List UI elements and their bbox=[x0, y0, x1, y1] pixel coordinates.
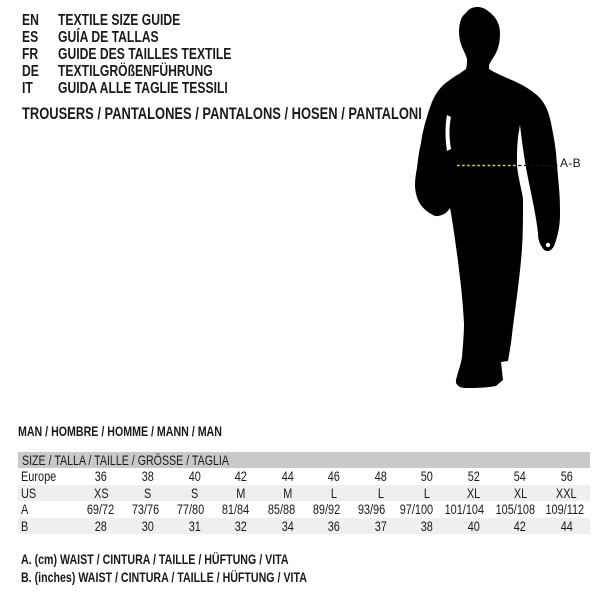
table-cell: L bbox=[377, 484, 384, 501]
table-cell: XS bbox=[93, 484, 109, 501]
table-cell: S bbox=[144, 484, 152, 501]
table-cell: 31 bbox=[188, 517, 201, 534]
table-cell: 97/100 bbox=[399, 501, 434, 518]
section-title: MAN / HOMBRE / HOMME / MANN / MAN bbox=[18, 423, 222, 439]
table-row-europe bbox=[18, 468, 590, 485]
man-silhouette-body bbox=[415, 7, 560, 388]
table-cell: 48 bbox=[374, 468, 387, 485]
table-cell: 77/80 bbox=[177, 501, 205, 518]
table-cell: XXL bbox=[556, 484, 578, 501]
language-row bbox=[22, 12, 286, 29]
table-cell: 69/72 bbox=[86, 501, 115, 518]
table-cell: 46 bbox=[327, 468, 341, 485]
measurement-notes bbox=[21, 551, 397, 586]
language-row bbox=[22, 80, 286, 97]
language-label: GUIDE DES TAILLES TEXTILE bbox=[58, 46, 232, 63]
table-cell: 105/108 bbox=[495, 501, 535, 518]
table-cell: 52 bbox=[467, 468, 480, 485]
table-cell: 42 bbox=[514, 517, 527, 534]
language-row bbox=[22, 63, 286, 80]
garment-title: TROUSERS / PANTALONES / PANTALONS / HOSEN / PANTALONI bbox=[22, 104, 422, 123]
row-label: US bbox=[21, 484, 37, 501]
table-cell: 93/96 bbox=[357, 501, 386, 518]
language-row bbox=[22, 46, 286, 63]
language-code: FR bbox=[22, 46, 39, 63]
table-cell: M bbox=[282, 484, 292, 501]
language-list bbox=[22, 12, 286, 97]
table-cell: 56 bbox=[560, 468, 573, 485]
table-cell: 85/88 bbox=[267, 501, 295, 518]
row-label: B bbox=[21, 517, 29, 534]
table-cell: 73/76 bbox=[132, 501, 160, 518]
language-row bbox=[22, 29, 286, 46]
table-cell: 44 bbox=[560, 517, 573, 534]
table-cell: M bbox=[236, 484, 246, 501]
language-label: TEXTILGRÖßENFÜHRUNG bbox=[58, 63, 213, 80]
table-cell: 36 bbox=[327, 517, 341, 534]
table-cell: 37 bbox=[374, 517, 387, 534]
table-cell: XL bbox=[466, 484, 481, 501]
table-cell: 81/84 bbox=[222, 501, 250, 518]
table-cell: S bbox=[190, 484, 198, 501]
table-cell: 34 bbox=[281, 517, 294, 534]
table-cell: 89/92 bbox=[312, 501, 340, 518]
note-a: A. (cm) WAIST / CINTURA / TAILLE / HÜFTUNG / VITA bbox=[21, 551, 289, 567]
table-cell: XL bbox=[513, 484, 527, 501]
table-row-a-cm bbox=[18, 501, 590, 518]
language-code: DE bbox=[22, 63, 39, 80]
language-label: GUIDA ALLE TAGLIE TESSILI bbox=[58, 80, 228, 97]
language-label: GUÍA DE TALLAS bbox=[58, 29, 159, 46]
man-silhouette-figure bbox=[410, 2, 570, 395]
table-row-b-inches bbox=[18, 518, 590, 535]
table-cell: 40 bbox=[188, 468, 201, 485]
table-cell: L bbox=[330, 484, 338, 501]
row-label: Europe bbox=[21, 468, 57, 485]
table-cell: 50 bbox=[421, 468, 434, 485]
language-code: IT bbox=[22, 80, 33, 97]
table-cell: 30 bbox=[141, 517, 154, 534]
table-row-us bbox=[18, 485, 590, 502]
language-label: TEXTILE SIZE GUIDE bbox=[58, 12, 181, 29]
table-cell: 54 bbox=[514, 468, 527, 485]
table-cell: 32 bbox=[234, 517, 247, 534]
table-cell: L bbox=[424, 484, 431, 501]
language-code: EN bbox=[22, 12, 39, 29]
table-cell: 40 bbox=[467, 517, 480, 534]
row-label: A bbox=[21, 501, 29, 518]
table-header: SIZE / TALLA / TAILLE / GRÖSSE / TAGLIA bbox=[18, 452, 590, 468]
table-cell: 101/104 bbox=[444, 501, 485, 518]
language-code: ES bbox=[22, 29, 39, 46]
table-cell: 38 bbox=[421, 517, 434, 534]
size-table bbox=[18, 452, 590, 534]
table-cell: 36 bbox=[95, 468, 108, 485]
table-cell: 109/112 bbox=[545, 501, 585, 518]
measure-label: A-B bbox=[560, 156, 581, 170]
table-cell: 44 bbox=[281, 468, 294, 485]
note-b: B. (inches) WAIST / CINTURA / TAILLE / HÜFTUNG / VITA bbox=[21, 568, 307, 585]
hand-gap bbox=[546, 243, 550, 247]
table-cell: 42 bbox=[234, 468, 247, 485]
table-cell: 38 bbox=[141, 468, 154, 485]
table-cell: 28 bbox=[95, 517, 108, 534]
